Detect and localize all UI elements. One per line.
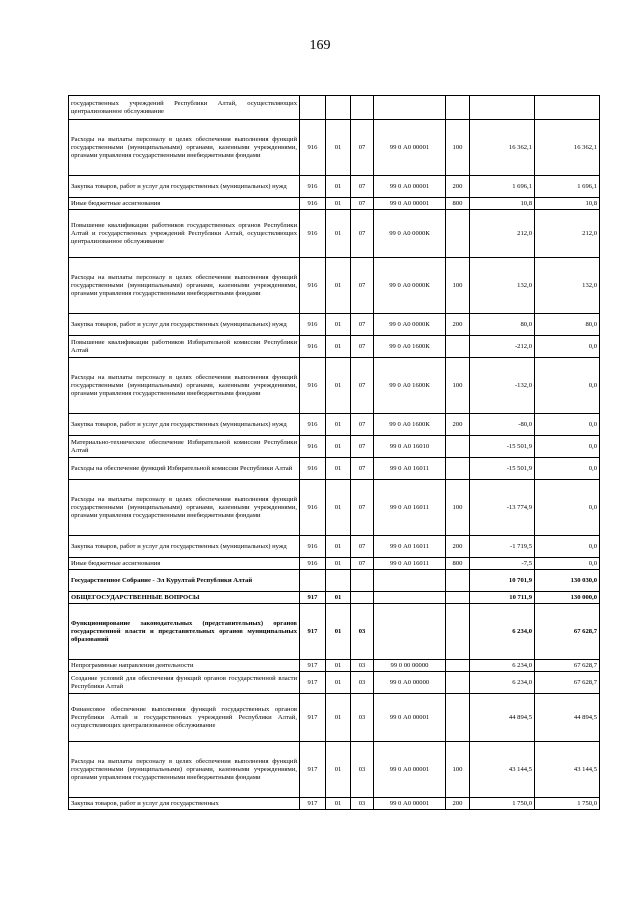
amount-change: -15 501,9 [470,458,535,480]
subsection-code: 03 [351,672,374,694]
amount-change: 1 696,1 [470,176,535,198]
target-article-code: 99 0 А0 0000К [374,314,446,336]
row-description: Расходы на выплаты персоналу в целях обеспечения выполнения функций государственными (муниципальными) органами, казенными учреждениями, органами управления государственными внебюджетными фондами [69,480,300,536]
subsection-code [351,592,374,604]
row-description: Расходы на выплаты персоналу в целях обеспечения выполнения функций государственными (муниципальными) органами, казенными учреждениями, органами управления государственными внебюджетными фондами [69,258,300,314]
amount-total: 1 750,0 [535,798,600,810]
amount-total: 132,0 [535,258,600,314]
page-number: 169 [309,38,331,53]
target-article-code [374,96,446,120]
section-code: 01 [326,694,351,742]
amount-change: 44 894,5 [470,694,535,742]
subsection-code: 03 [351,742,374,798]
table-row [69,694,600,742]
amount-total: 44 894,5 [535,694,600,742]
row-description: Финансовое обеспечение выполнения функций государственных органов Республики Алтай и государственных учреждений Республики Алтай, осуществляющих централизованное обслуживание [69,694,300,742]
amount-change: 6 234,0 [470,672,535,694]
row-description: Закупка товаров, работ и услуг для государственных (муниципальных) нужд [69,414,300,436]
section-code: 01 [326,436,351,458]
expense-type-code: 100 [446,120,470,176]
table-row [69,358,600,414]
table-row [69,558,600,570]
expense-type-code [446,604,470,660]
expense-type-code [446,694,470,742]
amount-change: 80,0 [470,314,535,336]
expense-type-code: 200 [446,176,470,198]
row-description: ОБЩЕГОСУДАРСТВЕННЫЕ ВОПРОСЫ [69,592,300,604]
amount-change: -80,0 [470,414,535,436]
department-code: 916 [300,358,326,414]
subsection-code [351,570,374,592]
department-code: 916 [300,414,326,436]
department-code: 916 [300,480,326,536]
row-description: Материально-техническое обеспечение Избирательной комиссии Республики Алтай [69,436,300,458]
target-article-code: 99 0 А0 1600К [374,414,446,436]
section-code: 01 [326,660,351,672]
subsection-code: 07 [351,210,374,258]
row-description: Функционирование законодательных (представительных) органов государственной власти и представительных органов муниципальных образований [69,604,300,660]
section-code: 01 [326,604,351,660]
subsection-code: 07 [351,558,374,570]
section-code [326,96,351,120]
amount-change: 6 234,0 [470,660,535,672]
section-code: 01 [326,536,351,558]
subsection-code: 07 [351,436,374,458]
target-article-code [374,592,446,604]
table-row [69,536,600,558]
table-row [69,210,600,258]
section-code: 01 [326,742,351,798]
amount-total: 212,0 [535,210,600,258]
table-row [69,480,600,536]
row-description: Иные бюджетные ассигнования [69,558,300,570]
department-code: 917 [300,798,326,810]
budget-table [68,95,600,810]
department-code: 916 [300,436,326,458]
amount-change: 16 362,1 [470,120,535,176]
amount-total [535,96,600,120]
section-code: 01 [326,176,351,198]
target-article-code: 99 0 А0 00001 [374,798,446,810]
section-code: 01 [326,592,351,604]
subsection-code [351,96,374,120]
amount-total: 0,0 [535,558,600,570]
amount-total: 0,0 [535,536,600,558]
target-article-code: 99 0 А0 1600К [374,358,446,414]
department-code: 916 [300,120,326,176]
amount-change: -212,0 [470,336,535,358]
amount-change: -13 774,9 [470,480,535,536]
row-description: Создание условий для обеспечения функций органов государственной власти Республики Алтай [69,672,300,694]
expense-type-code: 200 [446,798,470,810]
section-code: 01 [326,314,351,336]
expense-type-code [446,336,470,358]
target-article-code: 99 0 А0 00001 [374,176,446,198]
section-code: 01 [326,358,351,414]
expense-type-code [446,570,470,592]
expense-type-code: 100 [446,358,470,414]
amount-change: -132,0 [470,358,535,414]
table-row [69,176,600,198]
department-code: 917 [300,672,326,694]
budget-table-body [69,96,600,810]
expense-type-code: 200 [446,414,470,436]
section-code [326,570,351,592]
department-code: 917 [300,742,326,798]
department-code: 916 [300,176,326,198]
subsection-code: 03 [351,660,374,672]
row-description: Государственное Собрание - Эл Курултай Республики Алтай [69,570,300,592]
subsection-code: 07 [351,480,374,536]
expense-type-code: 800 [446,198,470,210]
target-article-code: 99 0 А0 00001 [374,198,446,210]
row-description: Расходы на выплаты персоналу в целях обеспечения выполнения функций государственными (муниципальными) органами, казенными учреждениями, органами управления государственными внебюджетными фондами [69,742,300,798]
amount-change: 10 701,9 [470,570,535,592]
expense-type-code: 100 [446,480,470,536]
amount-total: 0,0 [535,480,600,536]
amount-total: 0,0 [535,436,600,458]
row-description: Повышение квалификации работников Избирательной комиссии Республики Алтай [69,336,300,358]
expense-type-code [446,592,470,604]
amount-total: 67 628,7 [535,660,600,672]
table-row [69,742,600,798]
subsection-code: 03 [351,798,374,810]
section-code: 01 [326,120,351,176]
expense-type-code: 800 [446,558,470,570]
department-code: 917 [300,694,326,742]
row-description: государственных учреждений Республики Алтай, осуществляющих централизованное обслуживание [69,96,300,120]
target-article-code: 99 0 00 00000 [374,660,446,672]
table-row [69,672,600,694]
department-code: 916 [300,558,326,570]
subsection-code: 07 [351,414,374,436]
section-code: 01 [326,672,351,694]
amount-change: 6 234,0 [470,604,535,660]
section-code: 01 [326,458,351,480]
target-article-code: 99 0 А0 00001 [374,694,446,742]
amount-change: -1 719,5 [470,536,535,558]
table-row [69,314,600,336]
expense-type-code: 200 [446,314,470,336]
expense-type-code: 100 [446,742,470,798]
subsection-code: 03 [351,694,374,742]
subsection-code: 07 [351,358,374,414]
amount-total: 16 362,1 [535,120,600,176]
target-article-code: 99 0 А0 1600К [374,336,446,358]
subsection-code: 07 [351,120,374,176]
expense-type-code [446,210,470,258]
target-article-code: 99 0 А0 00001 [374,742,446,798]
target-article-code: 99 0 А0 16011 [374,480,446,536]
table-row [69,592,600,604]
department-code: 917 [300,604,326,660]
amount-change: -7,5 [470,558,535,570]
target-article-code: 99 0 А0 0000К [374,210,446,258]
target-article-code: 99 0 А0 00000 [374,672,446,694]
row-description: Закупка товаров, работ и услуг для государственных (муниципальных) нужд [69,314,300,336]
row-description: Повышение квалификации работников государственных органов Республики Алтай и государственных учреждений Республики Алтай, осуществляющих централизованное обслуживание [69,210,300,258]
amount-change: -15 501,9 [470,436,535,458]
department-code: 916 [300,336,326,358]
target-article-code [374,570,446,592]
section-code: 01 [326,480,351,536]
amount-total: 0,0 [535,414,600,436]
subsection-code: 07 [351,314,374,336]
department-code: 916 [300,314,326,336]
subsection-code: 07 [351,458,374,480]
table-row [69,96,600,120]
amount-change: 1 750,0 [470,798,535,810]
amount-total: 67 628,7 [535,672,600,694]
amount-total: 43 144,5 [535,742,600,798]
target-article-code: 99 0 А0 0000К [374,258,446,314]
table-row [69,570,600,592]
subsection-code: 07 [351,336,374,358]
amount-total: 0,0 [535,336,600,358]
amount-total: 130 000,0 [535,592,600,604]
target-article-code: 99 0 А0 16011 [374,558,446,570]
department-code: 916 [300,536,326,558]
section-code: 01 [326,198,351,210]
department-code: 916 [300,458,326,480]
department-code: 916 [300,198,326,210]
amount-change: 43 144,5 [470,742,535,798]
expense-type-code [446,96,470,120]
amount-total: 130 030,0 [535,570,600,592]
expense-type-code: 100 [446,258,470,314]
subsection-code: 07 [351,176,374,198]
row-description: Закупка товаров, работ и услуг для государственных (муниципальных) нужд [69,176,300,198]
target-article-code [374,604,446,660]
subsection-code: 07 [351,536,374,558]
amount-change: 212,0 [470,210,535,258]
amount-change [470,96,535,120]
section-code: 01 [326,798,351,810]
row-description: Расходы на выплаты персоналу в целях обеспечения выполнения функций государственными (муниципальными) органами, казенными учреждениями, органами управления государственными внебюджетными фондами [69,120,300,176]
target-article-code: 99 0 А0 16011 [374,536,446,558]
amount-change: 10 711,9 [470,592,535,604]
table-row [69,458,600,480]
subsection-code: 03 [351,604,374,660]
subsection-code: 07 [351,198,374,210]
department-code: 916 [300,210,326,258]
table-row [69,198,600,210]
table-row [69,660,600,672]
table-row [69,436,600,458]
table-row [69,120,600,176]
table-row [69,336,600,358]
section-code: 01 [326,414,351,436]
target-article-code: 99 0 А0 16010 [374,436,446,458]
expense-type-code [446,458,470,480]
subsection-code: 07 [351,258,374,314]
row-description: Непрограммные направления деятельности [69,660,300,672]
amount-total: 67 628,7 [535,604,600,660]
table-row [69,798,600,810]
department-code: 917 [300,592,326,604]
expense-type-code [446,436,470,458]
department-code [300,96,326,120]
row-description: Закупка товаров, работ и услуг для государственных (муниципальных) нужд [69,536,300,558]
amount-total: 1 696,1 [535,176,600,198]
row-description: Расходы на обеспечение функций Избирательной комиссии Республики Алтай [69,458,300,480]
table-row [69,414,600,436]
target-article-code: 99 0 А0 16011 [374,458,446,480]
row-description: Закупка товаров, работ и услуг для государственных [69,798,300,810]
expense-type-code [446,660,470,672]
target-article-code: 99 0 А0 00001 [374,120,446,176]
amount-total: 10,8 [535,198,600,210]
section-code: 01 [326,210,351,258]
section-code: 01 [326,336,351,358]
department-code: 916 [300,258,326,314]
expense-type-code: 200 [446,536,470,558]
row-description: Расходы на выплаты персоналу в целях обеспечения выполнения функций государственными (муниципальными) органами, казенными учреждениями, органами управления государственными внебюджетными фондами [69,358,300,414]
section-code: 01 [326,558,351,570]
amount-change: 10,8 [470,198,535,210]
section-code: 01 [326,258,351,314]
amount-total: 0,0 [535,458,600,480]
department-code: 917 [300,660,326,672]
row-description: Иные бюджетные ассигнования [69,198,300,210]
amount-change: 132,0 [470,258,535,314]
table-row [69,258,600,314]
department-code [300,570,326,592]
amount-total: 0,0 [535,358,600,414]
table-row [69,604,600,660]
expense-type-code [446,672,470,694]
amount-total: 80,0 [535,314,600,336]
